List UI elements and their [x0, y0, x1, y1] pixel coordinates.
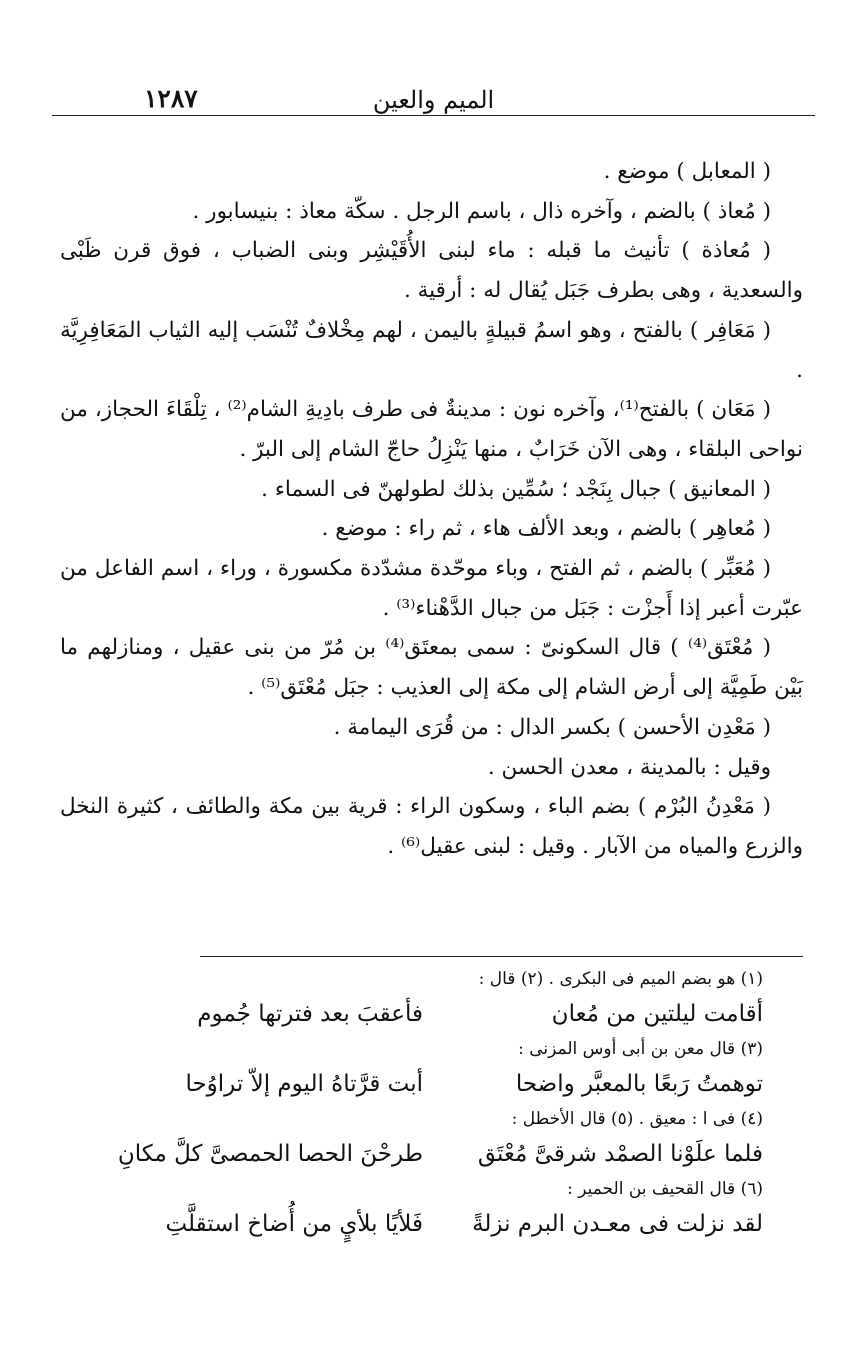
verse-line [60, 993, 803, 1035]
footnote: (١) هو بضم الميم فى البكرى . (٢) قال : [478, 969, 763, 989]
entry: ( مُعاذة ) تأنيث ما قبله : ماء لبنى الأُقَيْشِر وبنى الضباب ، فوق قرن ظَبْى والسعدية ، وهى بطرف جَبَل يُقال له : أرقية . [60, 238, 803, 304]
footnotes [60, 965, 803, 1245]
verse-line [60, 1133, 803, 1175]
entry: ( مَعَافِر ) بالفتح ، وهو اسمُ قبيلةٍ باليمن ، لهم مِخْلافٌ تُنْسَب إليه الثياب المَعَافِرِيَّة . [60, 317, 803, 383]
entry: ( مُعاهِر ) بالضم ، وبعد الألف هاء ، ثم راء : موضع . [321, 516, 771, 542]
verse-line [60, 1063, 803, 1105]
verse-hemistich: فأعقبَ بعد فترتها جُموم [197, 1001, 423, 1027]
entry: ( مُعَبِّر ) بالضم ، ثم الفتح ، وباء موحّدة مشدّدة مكسورة ، وراء ، اسم الفاعل من عبّرت أعبر إذا أَجزْت : جَبَل من جبال الدَّهْناء⁽³⁾ . [60, 556, 803, 621]
verse-hemistich: أبت قرَّتاهُ اليوم إلاّ تراوُحا [185, 1071, 423, 1097]
verse-hemistich: فلما علَوْنا الصمْد شرقىَّ مُعْتَق [477, 1141, 763, 1167]
running-title: الميم والعين [372, 86, 495, 114]
page-number: ١٢٨٧ [144, 84, 198, 113]
verse-line [60, 1203, 803, 1245]
header-rule [52, 115, 815, 116]
entry: ( مَعَان ) بالفتح⁽¹⁾، وآخره نون : مدينةٌ فى طرف بادِيةِ الشام⁽²⁾ ، تِلْقَاءَ الحجاز، من نواحى البلقاء ، وهى الآن خَرَابٌ ، منها يَنْزِلُ حاجّ الشام إلى البرّ . [60, 397, 803, 462]
entry: ( المعابل ) موضع . [603, 159, 771, 184]
entries-body [60, 152, 803, 867]
verse-hemistich: طرحْنَ الحصا الحمصىَّ كلَّ مكانِ [117, 1141, 423, 1167]
entry: ( مَعْدِن الأحسن ) بكسر الدال : من قُرَى اليمامة . [333, 714, 771, 740]
verse-hemistich: أقامت ليلتين من مُعان [551, 1001, 763, 1027]
verse-hemistich: توهمتُ رَبعًا بالمعبَّر واضحا [515, 1071, 763, 1097]
footnote-rule [200, 956, 803, 957]
footnote: (٤) فى ا : معيق . (٥) قال الأخطل : [511, 1109, 763, 1129]
entry: ( مَعْدِنُ البُرْم ) بضم الباء ، وسكون الراء : قرية بين مكة والطائف ، كثيرة النخل والزرع والمياه من الآبار . وقيل : لبنى عقيل⁽⁶⁾ . [60, 794, 803, 859]
entry: ( مُعاذ ) بالضم ، وآخره ذال ، باسم الرجل . سكّة معاذ : بنيسابور . [192, 198, 771, 224]
verse-hemistich: فَلأيًا بلأيٍ من أُضاخ استقلَّتِ [165, 1211, 423, 1237]
entry: ( مُعْتَق⁽⁴⁾ ) قال السكونىّ : سمى بمعتَق⁽⁴⁾ بن مُرّ من بنى عقيل ، ومنازلهم ما بَيْن طَمِيَّة إلى أرض الشام إلى مكة إلى العذيب : جبَل مُعْتَق⁽⁵⁾ . [60, 635, 803, 701]
entry: ( المعانيق ) جبال بِنَجْد ؛ سُمِّين بذلك لطولهنّ فى السماء . [261, 476, 771, 502]
verse-hemistich: لقد نزلت فى معـدن البرم نزلةً [472, 1211, 763, 1237]
footnote: (٦) قال القحيف بن الحمير : [567, 1179, 763, 1199]
entry: وقيل : بالمدينة ، معدن الحسن . [487, 754, 771, 780]
footnote: (٣) قال معن بن أبى أوس المزنى : [518, 1039, 763, 1059]
page-header [52, 80, 815, 120]
